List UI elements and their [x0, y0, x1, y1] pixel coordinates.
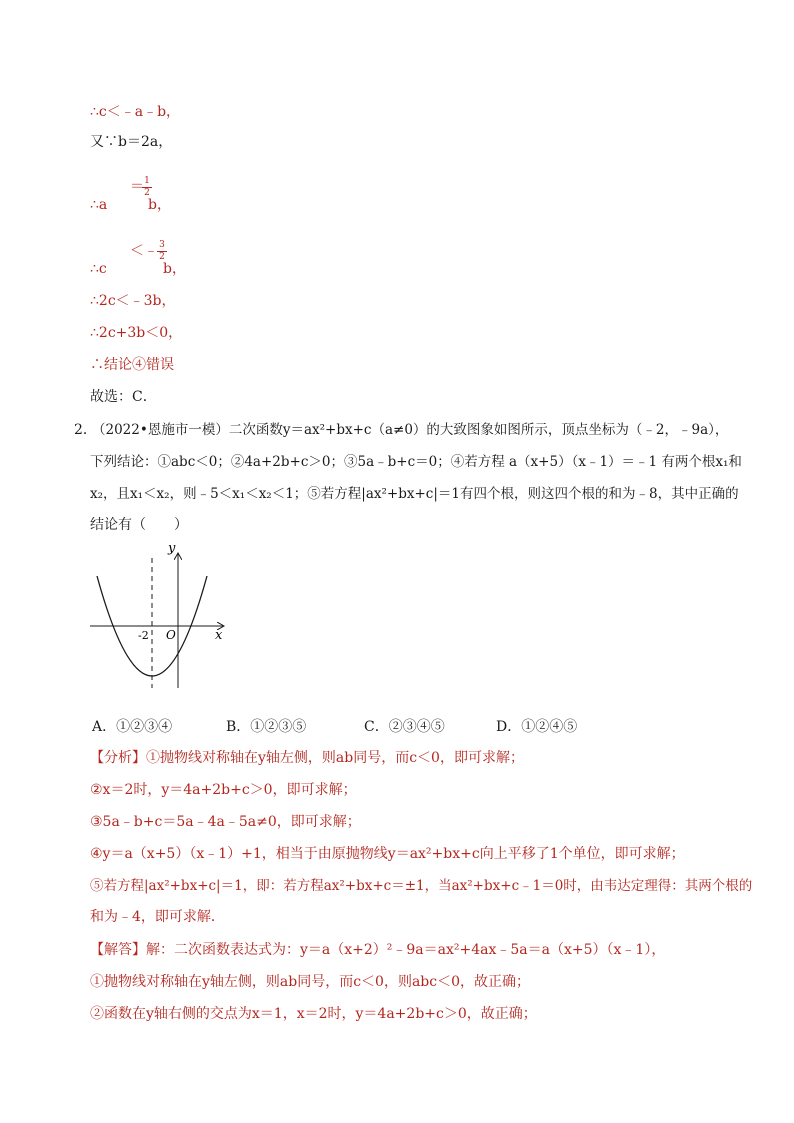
choice-c-text: ②③④⑤ [388, 719, 445, 735]
analysis-text-1: ①抛物线对称轴在y轴左侧，则ab同号，而c＜0，即可求解； [146, 750, 524, 766]
choice-d[interactable] [496, 716, 577, 736]
choice-a[interactable] [92, 716, 172, 736]
analysis-line-2: ②x＝2时，y＝4a+2b+c＞0，即可求解； [90, 782, 357, 798]
line3-operator: ＝ [130, 179, 144, 195]
choice-a-text: ①②③④ [116, 719, 173, 735]
line4-fraction-numerator: 3 [159, 240, 165, 250]
line3-prefix: ∴a [90, 197, 108, 213]
line3-fraction-denominator: 2 [144, 188, 150, 198]
choice-a-letter: A． [92, 719, 117, 735]
solution-line-8: 故选：C． [90, 389, 157, 405]
analysis-line-4: ④y＝a（x+5）（x﹣1）+1，相当于由原抛物线y＝ax²+bx+c向上平移了1个单位，即可求解； [90, 846, 685, 862]
solution-text-0: 解：二次函数表达式为：y＝a（x+2）²﹣9a＝ax²+4ax﹣5a＝a（x+5）（x﹣1）， [146, 942, 666, 958]
choice-b[interactable] [226, 716, 306, 736]
line4-suffix: b， [163, 261, 186, 277]
solution-line-6: ∴2c+3b＜0， [90, 325, 183, 341]
analysis-line-3: ③5a﹣b+c＝5a﹣4a﹣5a≠0，即可求解； [90, 814, 361, 830]
line3-fraction-numerator: 1 [144, 176, 150, 186]
analysis-line-6: 和为﹣4，即可求解． [90, 909, 225, 925]
question-line-1: （2022•恩施市一模）二次函数y＝ax²+bx+c（a≠0）的大致图象如图所示，顶点坐标为（﹣2，﹣9a）， [92, 422, 729, 438]
solution-line-2: 又∵b＝2a， [90, 134, 173, 150]
choice-b-letter: B． [226, 719, 251, 735]
line4-operator: ＜﹣ [130, 243, 158, 259]
choice-d-text: ①②④⑤ [521, 719, 578, 735]
choice-c-letter: C． [364, 719, 389, 735]
line3-suffix: b， [148, 197, 171, 213]
question-line-4: 结论有（ ） [90, 517, 188, 533]
line4-fraction-denominator: 2 [159, 252, 165, 262]
y-axis-label: y [168, 541, 176, 556]
x-axis-label: x [215, 628, 223, 643]
analysis-label: 【分析】 [90, 750, 146, 766]
choice-b-text: ①②③⑤ [250, 719, 307, 735]
solution-line-7: ∴结论④错误 [90, 357, 174, 373]
solution-line-1: ∴c＜﹣a﹣b， [90, 104, 181, 120]
question-number: 2． [74, 422, 97, 438]
solution-step-1: ①抛物线对称轴在y轴左侧，则ab同号，而c＜0，则abc＜0，故正确； [90, 974, 531, 990]
vertex-x-label: -2 [138, 629, 149, 642]
choice-c[interactable] [364, 716, 445, 736]
solution-step-2: ②函数在y轴右侧的交点为x＝1，x＝2时，y＝4a+2b+c＞0，故正确； [90, 1006, 537, 1022]
origin-label: O [166, 628, 176, 642]
analysis-line-1 [90, 748, 524, 768]
solution-intro [90, 940, 665, 960]
question-line-3: x₂，且x₁＜x₂，则﹣5＜x₁＜x₂＜1；⑤若方程|ax²+bx+c|＝1有四个根，则这四个根的和为﹣8，其中正确的 [90, 486, 739, 502]
choice-d-letter: D． [496, 719, 522, 735]
line4-prefix: ∴c [90, 261, 107, 277]
analysis-line-5: ⑤若方程|ax²+bx+c|＝1，即：若方程ax²+bx+c＝±1，当ax²+bx+c﹣1＝0时，由韦达定理得：其两个根的 [90, 878, 753, 894]
question-line-2: 下列结论：①abc＜0；②4a+2b+c＞0；③5a﹣b+c＝0；④若方程 a（x+5）（x﹣1）＝﹣1 有两个根x₁和 [90, 454, 742, 470]
parabola-graph [85, 540, 235, 700]
solution-label: 【解答】 [90, 942, 146, 958]
solution-line-5: ∴2c＜﹣3b， [90, 293, 176, 309]
